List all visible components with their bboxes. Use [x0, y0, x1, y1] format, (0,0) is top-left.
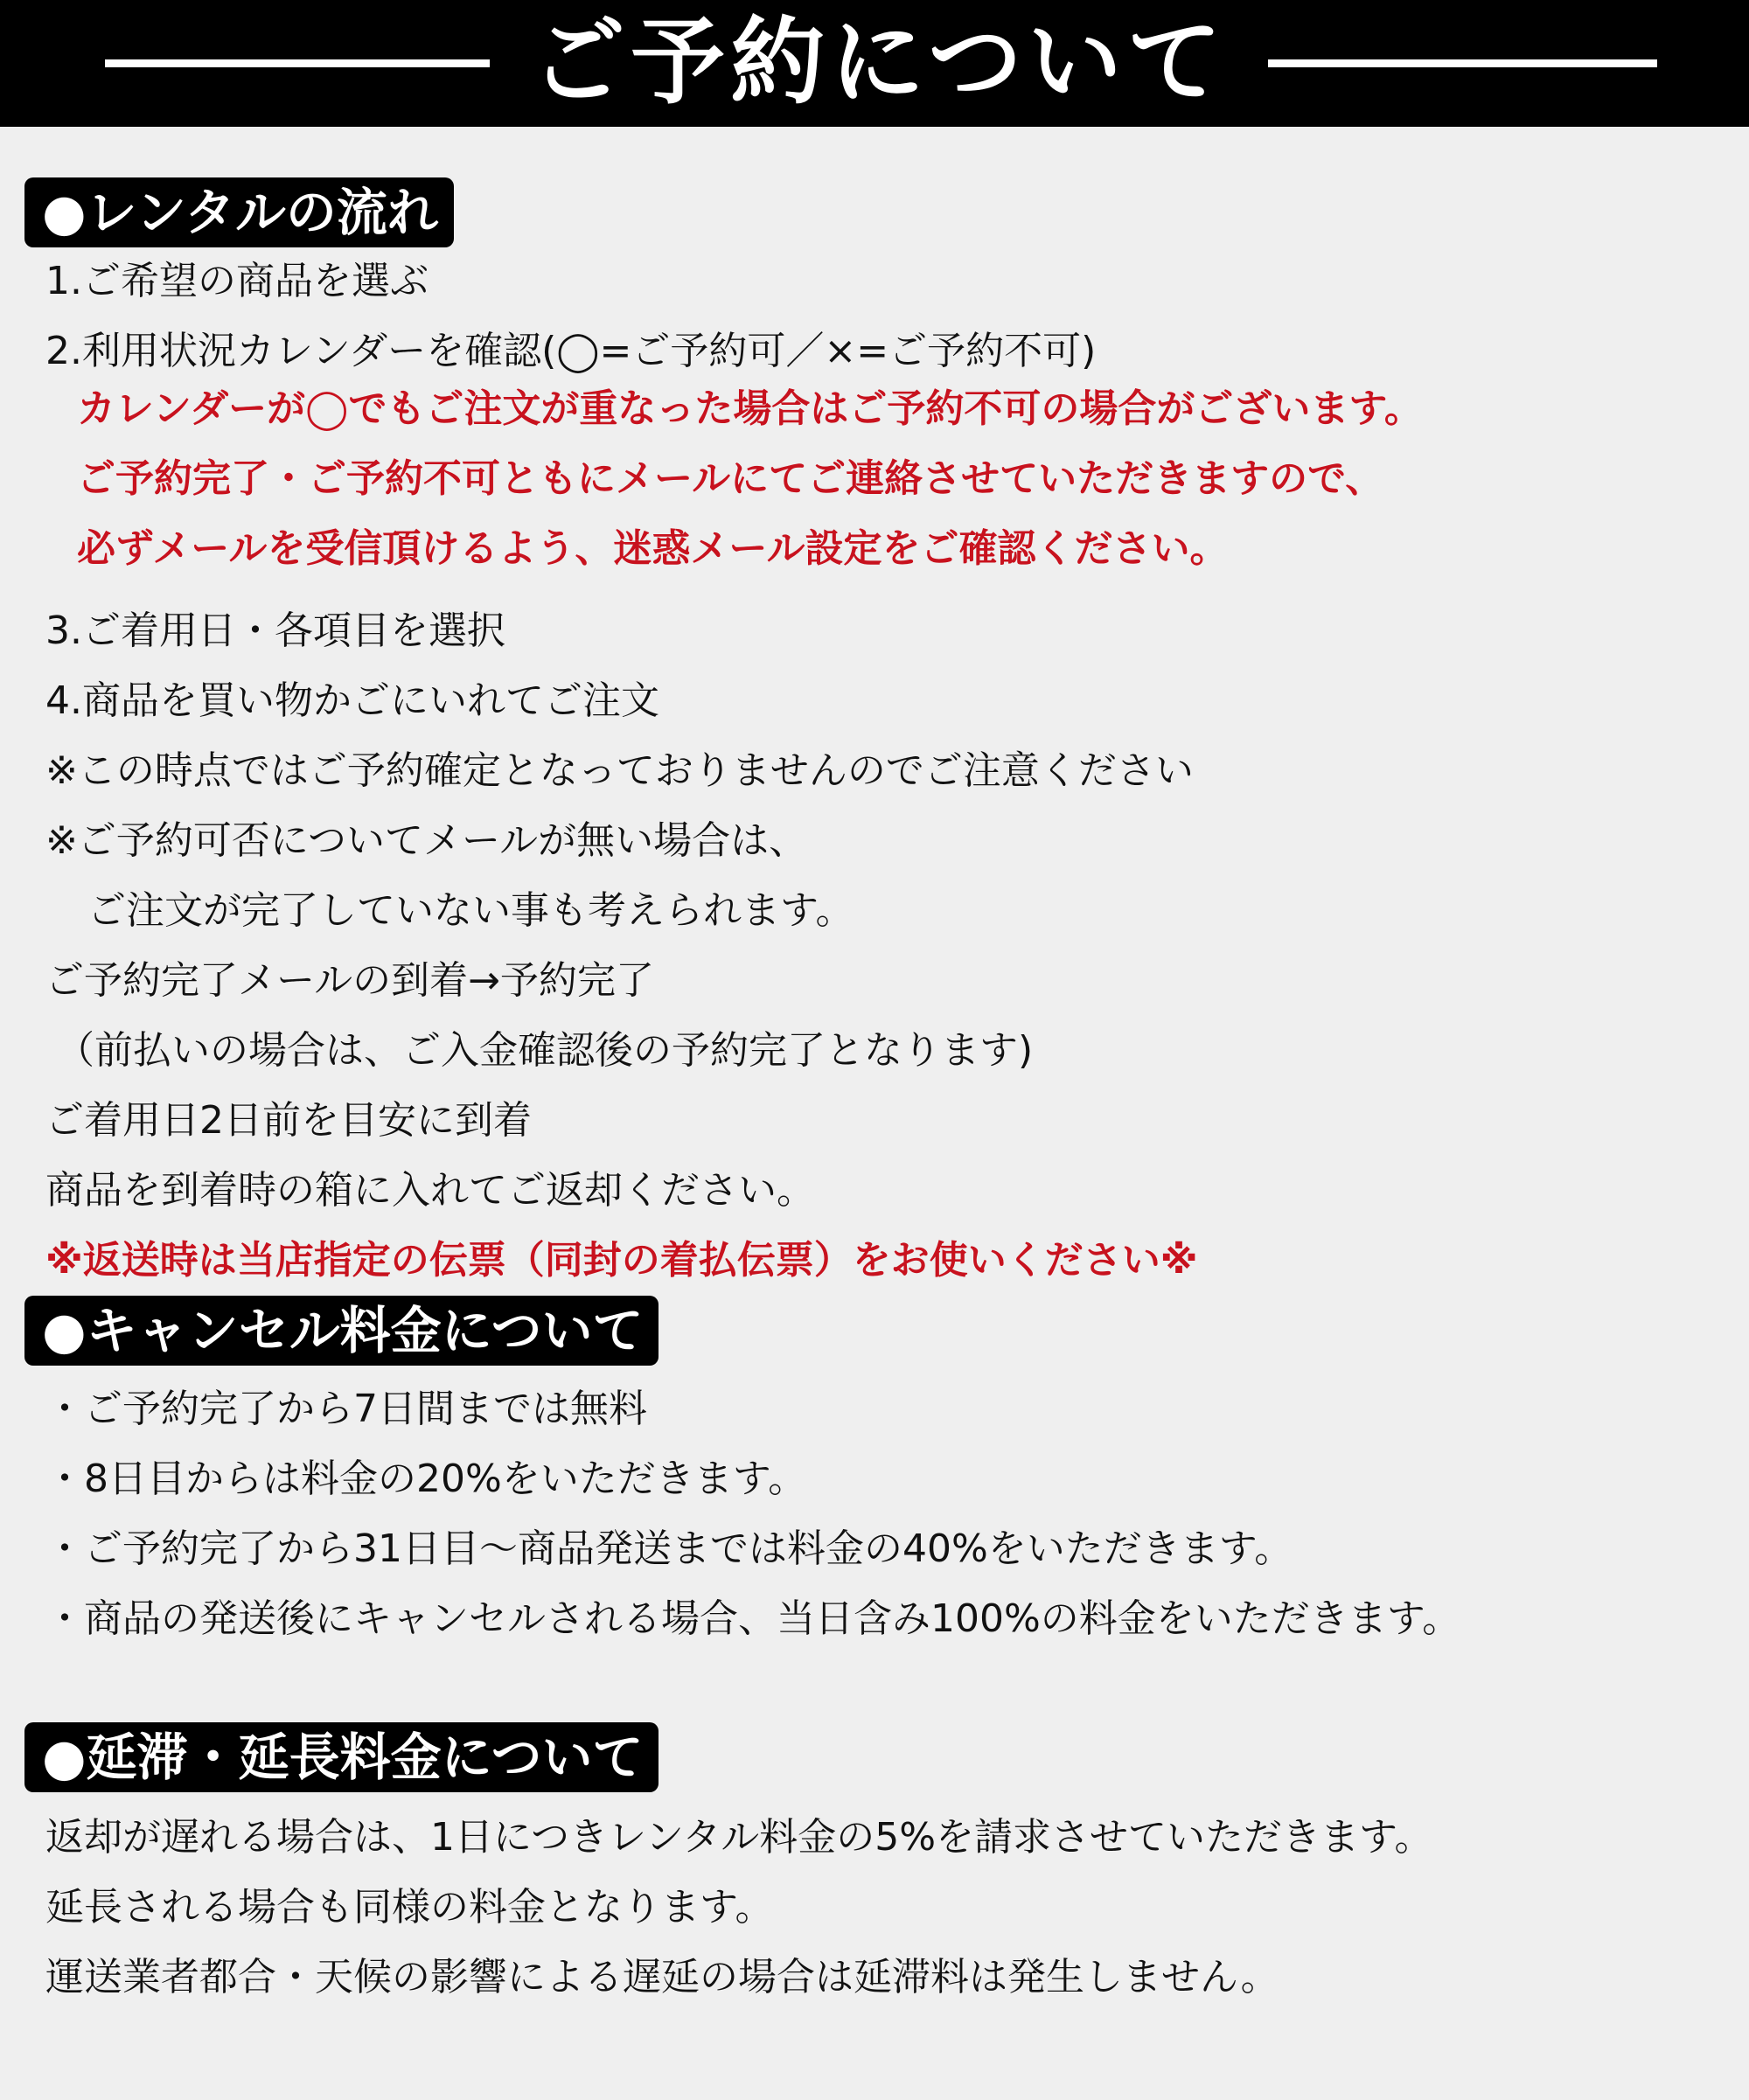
banner-rule-left — [105, 59, 490, 67]
flow-prepay-note: （前払いの場合は、ご入金確認後の予約完了となります) — [56, 1028, 1034, 1073]
flow-warning-line-3: 必ずメールを受信頂けるよう、迷惑メール設定をご確認ください。 — [77, 526, 1229, 571]
flow-arrival: ご着用日2日前を目安に到着 — [45, 1098, 532, 1143]
cancel-item-3: ・ご予約完了から31日目〜商品発送までは料金の40%をいただきます。 — [45, 1526, 1293, 1571]
cancel-item-4: ・商品の発送後にキャンセルされる場合、当日含み100%の料金をいただきます。 — [45, 1596, 1461, 1641]
flow-step-2: 2.利用状況カレンダーを確認(◯=ご予約可／×=ご予約不可) — [45, 329, 1097, 373]
flow-note-1: ※この時点ではご予約確定となっておりませんのでご注意ください — [45, 748, 1194, 793]
flow-warning-line-2: ご予約完了・ご予約不可ともにメールにてご連絡させていただきますので、 — [77, 456, 1384, 501]
flow-confirmation: ご予約完了メールの到着→予約完了 — [45, 958, 654, 1003]
flow-note-2: ※ご予約可否についてメールが無い場合は、 — [45, 818, 808, 863]
banner-rule-right — [1268, 59, 1657, 67]
section-label-cancel-fees: ●キャンセル料金について — [24, 1296, 658, 1366]
flow-warning-line-1: カレンダーが◯でもご注文が重なった場合はご予約不可の場合がございます。 — [77, 386, 1423, 431]
section-label-rental-flow: ●レンタルの流れ — [24, 177, 454, 247]
flow-return-slip-note: ※返送時は当店指定の伝票（同封の着払伝票）をお使いください※ — [45, 1238, 1198, 1283]
cancel-item-2: ・8日目からは料金の20%をいただきます。 — [45, 1457, 807, 1501]
late-line-3: 運送業者都合・天候の影響による遅延の場合は延滞料は発生しません。 — [45, 1955, 1279, 1999]
flow-return: 商品を到着時の箱に入れてご返却ください。 — [45, 1168, 815, 1213]
flow-step-1: 1.ご希望の商品を選ぶ — [45, 259, 429, 303]
cancel-item-1: ・ご予約完了から7日間までは無料 — [45, 1387, 647, 1431]
late-line-1: 返却が遅れる場合は、1日につきレンタル料金の5%を請求させていただきます。 — [45, 1815, 1433, 1860]
flow-step-4: 4.商品を買い物かごにいれてご注文 — [45, 678, 659, 723]
late-line-2: 延長される場合も同様の料金となります。 — [45, 1885, 774, 1930]
section-label-late-fees: ●延滞・延長料金について — [24, 1722, 658, 1792]
header-banner — [0, 0, 1749, 127]
page-title: ご予約について — [531, 8, 1227, 117]
flow-step-3: 3.ご着用日・各項目を選択 — [45, 608, 505, 653]
flow-note-2-continued: ご注文が完了していない事も考えられます。 — [87, 888, 854, 933]
